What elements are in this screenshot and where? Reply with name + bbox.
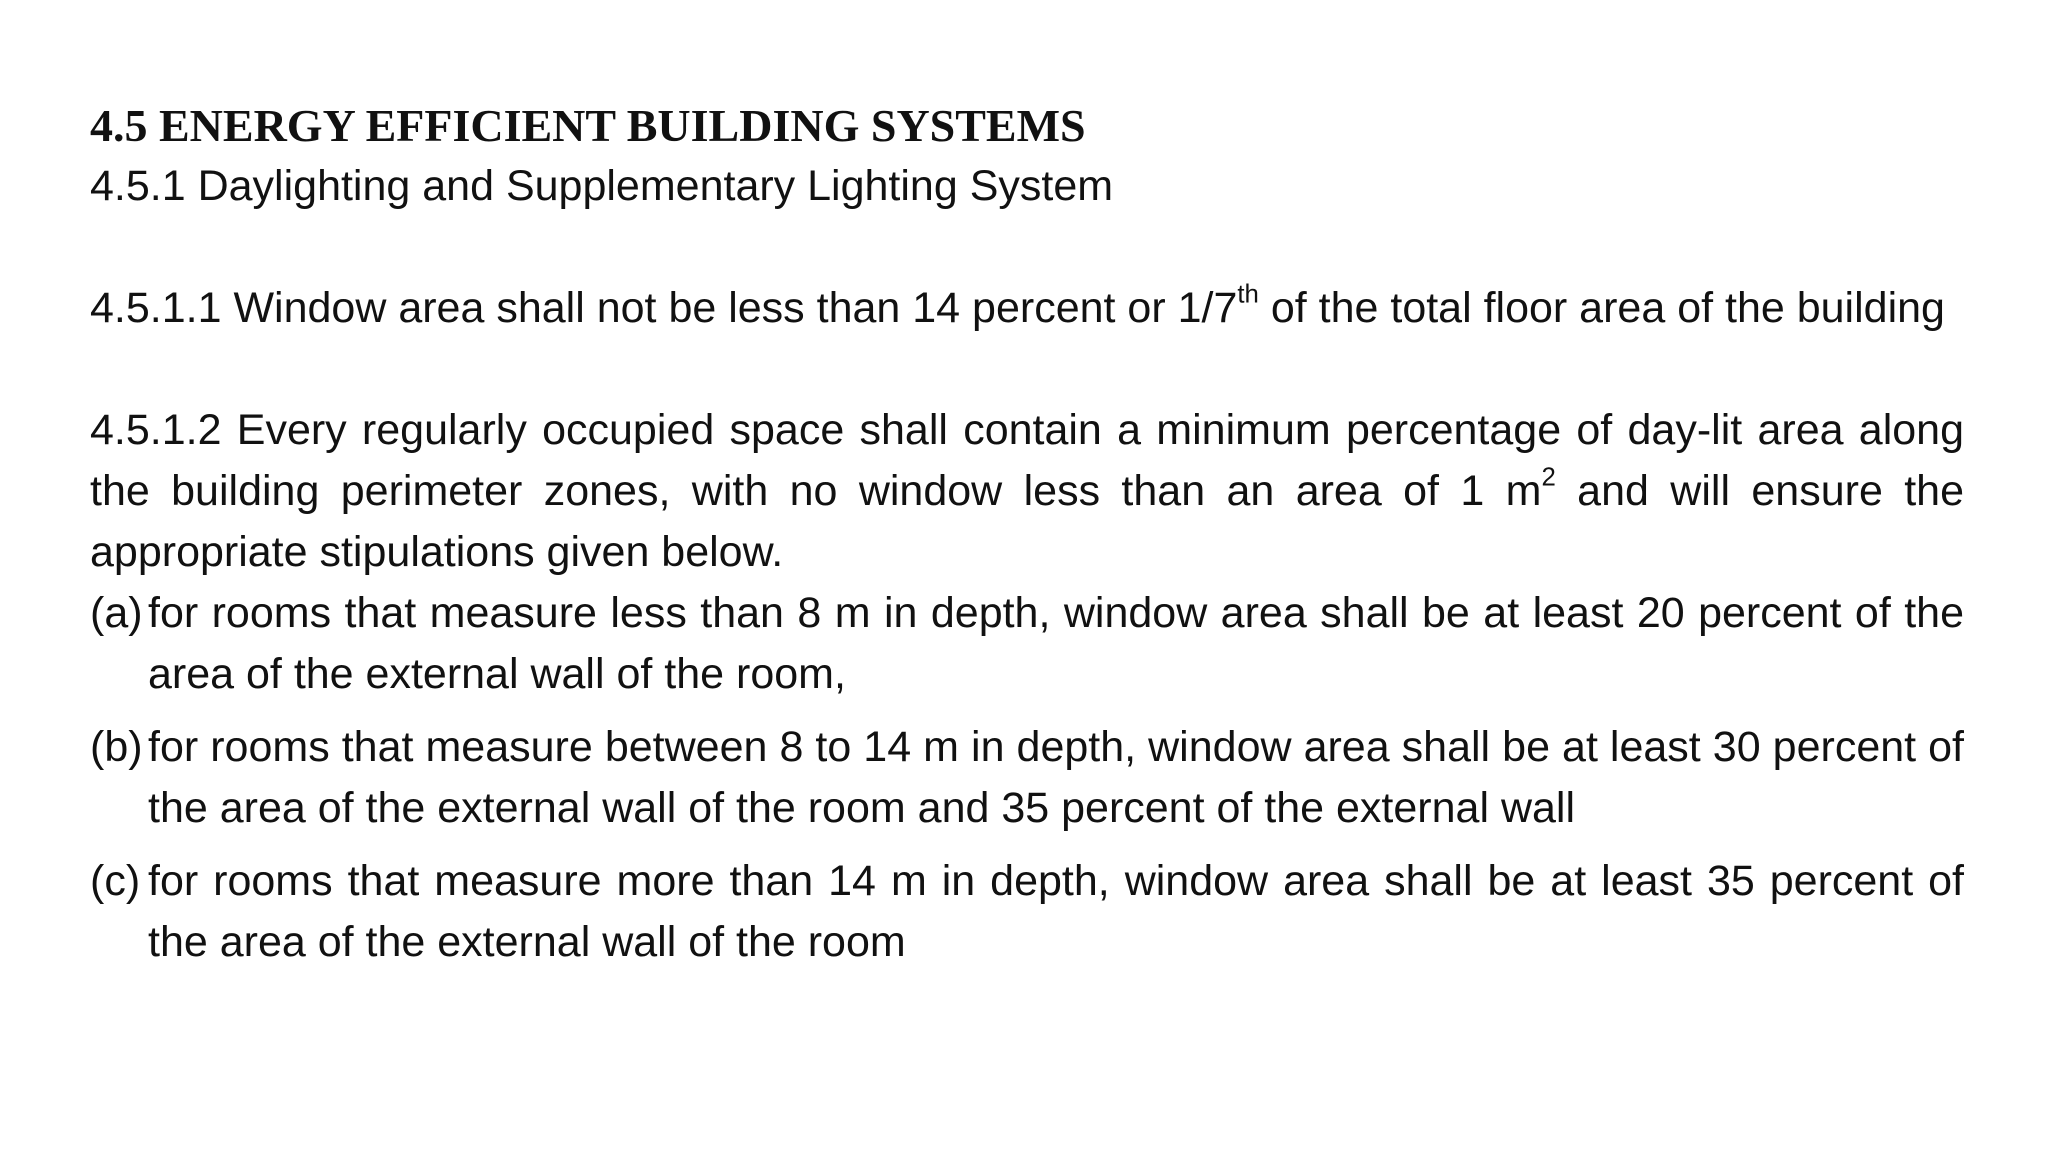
clause-4-5-1-1-text-end: of the total floor area of the building xyxy=(1258,284,1945,332)
list-item-text: for rooms that measure more than 14 m in depth, window area shall be at least 35 percent of the area of the external wall of the room xyxy=(148,857,1964,966)
clause-4-5-1-1-text: 4.5.1.1 Window area shall not be less than 14 percent or 1/7 xyxy=(90,284,1238,332)
list-item xyxy=(90,851,1964,973)
clause-4-5-1-2-text-end: and will ensure the appropriate stipulations given below. xyxy=(90,467,1964,576)
list-marker: (a) xyxy=(90,589,143,637)
subsection-heading: 4.5.1 Daylighting and Supplementary Lighting System xyxy=(90,162,1114,210)
slide-content xyxy=(90,96,1964,973)
clause-4-5-1-2-text: 4.5.1.2 Every regularly occupied space shall contain a minimum percentage of day-lit area along the building perimeter zones, with no window less than an area of 1 m xyxy=(90,406,1964,515)
list-item xyxy=(90,583,1964,705)
section-heading: 4.5 ENERGY EFFICIENT BUILDING SYSTEMS xyxy=(90,100,1086,151)
clause-4-5-1-1 xyxy=(90,278,1964,339)
clause-4-5-1-2 xyxy=(90,400,1964,583)
clause-4-5-1-2-superscript: 2 xyxy=(1541,463,1556,492)
list-marker: (c) xyxy=(90,857,141,905)
list-item-text: for rooms that measure less than 8 m in depth, window area shall be at least 20 percent of the area of the external wall of the room, xyxy=(148,589,1964,698)
list-item-text: for rooms that measure between 8 to 14 m in depth, window area shall be at least 30 percent of the area of the external wall of the room and 35 percent of the external wall xyxy=(148,723,1964,832)
clause-4-5-1-1-superscript: th xyxy=(1237,280,1259,309)
list-item xyxy=(90,717,1964,839)
stipulation-list xyxy=(90,583,1964,973)
list-marker: (b) xyxy=(90,723,143,771)
